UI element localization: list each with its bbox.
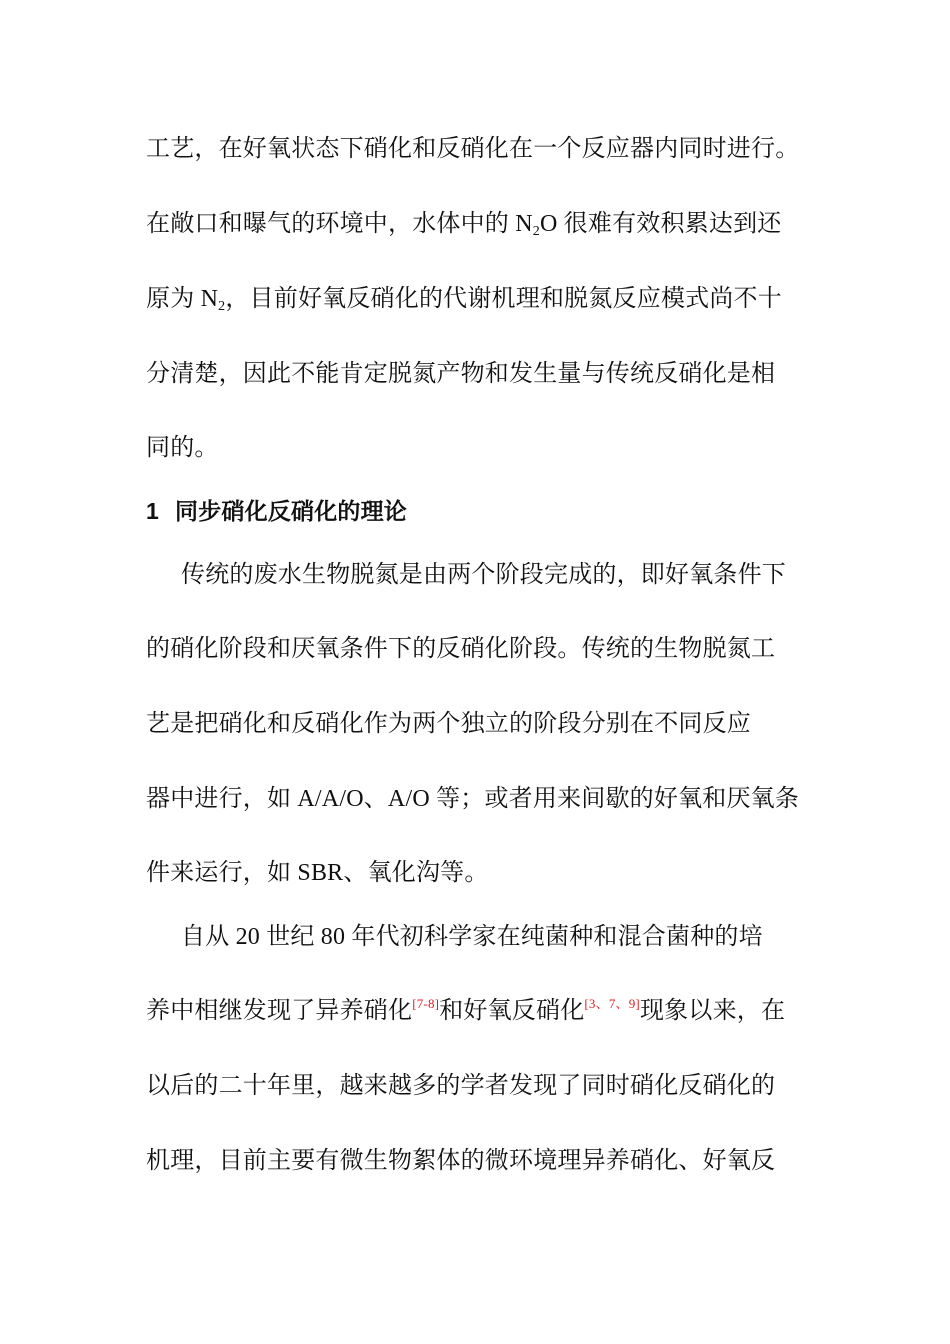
text-span: 自从 20 世纪 80 年代初科学家在纯菌种和混合菌种的培 bbox=[181, 924, 763, 950]
paragraph-line bbox=[146, 784, 799, 814]
paragraph-line bbox=[146, 209, 781, 239]
text-span: 机理，目前主要有微生物絮体的微环境理异养硝化、好氧反 bbox=[146, 1148, 776, 1174]
paragraph-line bbox=[181, 560, 786, 590]
text-span: 器中进行，如 A/A/O、A/O 等；或者用来间歇的好氧和厌氧条 bbox=[146, 786, 800, 812]
subscript: 2 bbox=[532, 224, 540, 239]
text-span: O 很难有效积累达到还 bbox=[539, 211, 782, 237]
paragraph-line bbox=[146, 996, 785, 1026]
section-number: 1 bbox=[146, 498, 159, 524]
paragraph-line bbox=[146, 433, 219, 463]
citation-link[interactable]: [7-8] bbox=[412, 996, 440, 1011]
paragraph-line bbox=[146, 1146, 775, 1176]
text-span: 件来运行，如 SBR、氧化沟等。 bbox=[146, 860, 489, 886]
text-span: 在敞口和曝气的环境中，水体中的 N bbox=[146, 211, 533, 237]
text-span: 同的。 bbox=[146, 435, 219, 461]
paragraph-line bbox=[146, 134, 799, 164]
text-span: 原为 N bbox=[146, 286, 219, 312]
paragraph-line bbox=[146, 284, 782, 314]
text-span: 养中相继发现了异养硝化 bbox=[146, 998, 413, 1024]
paragraph-line bbox=[146, 709, 751, 739]
text-span: 工艺，在好氧状态下硝化和反硝化在一个反应器内同时进行。 bbox=[146, 136, 800, 162]
text-span: 分清楚，因此不能肯定脱氮产物和发生量与传统反硝化是相 bbox=[146, 361, 776, 387]
text-span: 以后的二十年里，越来越多的学者发现了同时硝化反硝化的 bbox=[146, 1073, 776, 1099]
text-span: 和好氧反硝化 bbox=[439, 998, 585, 1024]
section-heading bbox=[146, 496, 407, 526]
text-span: ，目前好氧反硝化的代谢机理和脱氮反应模式尚不十 bbox=[225, 286, 782, 312]
text-span: 的硝化阶段和厌氧条件下的反硝化阶段。传统的生物脱氮工 bbox=[146, 636, 776, 662]
text-span: 艺是把硝化和反硝化作为两个独立的阶段分别在不同反应 bbox=[146, 711, 751, 737]
paragraph-line bbox=[146, 1071, 775, 1101]
section-title: 同步硝化反硝化的理论 bbox=[175, 498, 407, 524]
paragraph-line bbox=[146, 634, 775, 664]
text-span: 传统的废水生物脱氮是由两个阶段完成的，即好氧条件下 bbox=[181, 562, 786, 588]
paragraph-line bbox=[146, 359, 775, 389]
text-span: 现象以来，在 bbox=[639, 998, 786, 1024]
paragraph-line bbox=[146, 858, 489, 888]
citation-link[interactable]: [3、7、9] bbox=[584, 996, 640, 1011]
paragraph-line bbox=[181, 922, 763, 952]
subscript: 2 bbox=[218, 299, 226, 314]
